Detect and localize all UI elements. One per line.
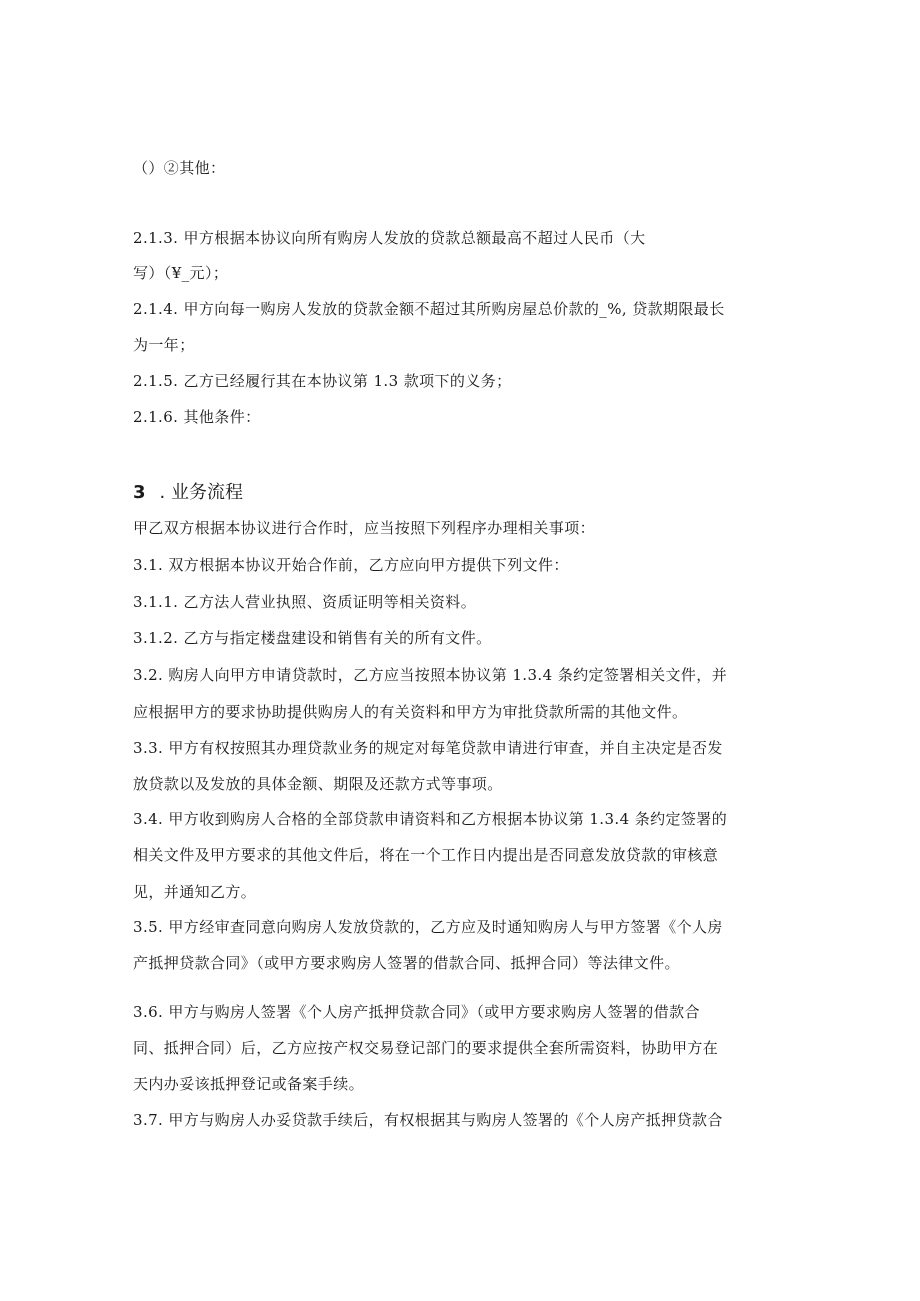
text-line: （）②其他： <box>133 159 226 177</box>
text-line: 相关文件及甲方要求的其他文件后，将在一个工作日内提出是否同意发放贷款的审核意 <box>133 846 719 864</box>
text-line: 写）（¥_元）； <box>133 264 229 282</box>
text-line: 3.1. 双方根据本协议开始合作前，乙方应向甲方提供下列文件： <box>133 556 569 574</box>
text-line: 3.7. 甲方与购房人办妥贷款手续后，有权根据其与购房人签署的《个人房产抵押贷款合 <box>133 1111 723 1129</box>
section-number: 3 <box>133 482 146 503</box>
text-line: 放贷款以及发放的具体金额、期限及还款方式等事项。 <box>133 775 503 793</box>
section-title: . 业务流程 <box>159 482 243 503</box>
text-line: 3.3. 甲方有权按照其办理贷款业务的规定对每笔贷款申请进行审查，并自主决定是否发 <box>133 739 723 757</box>
text-line: 天内办妥该抵押登记或备案手续。 <box>133 1075 365 1093</box>
text-line: 3.4. 甲方收到购房人合格的全部贷款申请资料和乙方根据本协议第 1.3.4 条约定签署的 <box>133 810 728 828</box>
text-line: 2.1.3. 甲方根据本协议向所有购房人发放的贷款总额最高不超过人民币（大 <box>133 229 646 247</box>
text-line: 3.6. 甲方与购房人签署《个人房产抵押贷款合同》（或甲方要求购房人签署的借款合 <box>133 1003 700 1021</box>
text-line: 3.5. 甲方经审查同意向购房人发放贷款的，乙方应及时通知购房人与甲方签署《个人房 <box>133 918 723 936</box>
text-line: 2.1.6. 其他条件： <box>133 408 261 426</box>
text-line: 为一年； <box>133 336 195 354</box>
text-line: 3.1.1. 乙方法人营业执照、资质证明等相关资料。 <box>133 593 477 611</box>
text-line: 应根据甲方的要求协助提供购房人的有关资料和甲方为审批贷款所需的其他文件。 <box>133 703 688 721</box>
text-line: 2.1.4. 甲方向每一购房人发放的贷款金额不超过其所购房屋总价款的_%, 贷款期限最长 <box>133 300 725 318</box>
section-heading <box>133 481 243 505</box>
text-line: 2.1.5. 乙方已经履行其在本协议第 1.3 款项下的义务； <box>133 372 512 390</box>
text-line: 3.2. 购房人向甲方申请贷款时，乙方应当按照本协议第 1.3.4 条约定签署相关文件，并 <box>133 666 728 684</box>
text-line: 见，并通知乙方。 <box>133 883 257 901</box>
text-line: 甲乙双方根据本协议进行合作时，应当按照下列程序办理相关事项： <box>133 519 596 537</box>
text-line: 同、抵押合同）后，乙方应按产权交易登记部门的要求提供全套所需资料，协助甲方在 <box>133 1039 719 1057</box>
text-line: 产抵押贷款合同》（或甲方要求购房人签署的借款合同、抵押合同）等法律文件。 <box>133 954 680 972</box>
text-line: 3.1.2. 乙方与指定楼盘建设和销售有关的所有文件。 <box>133 629 492 647</box>
